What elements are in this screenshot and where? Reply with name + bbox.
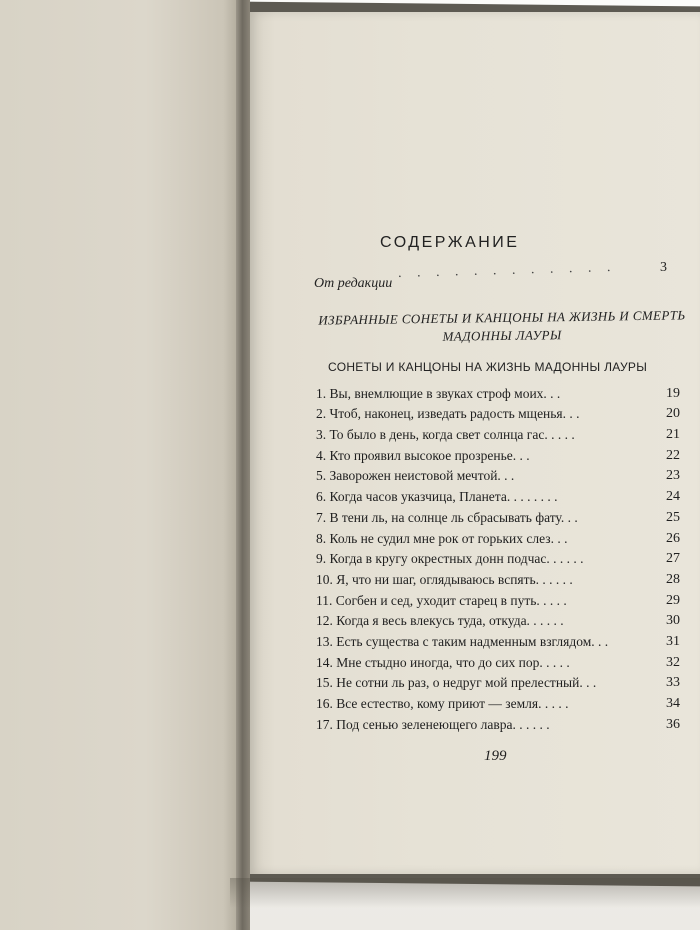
- toc-entry: [316, 691, 688, 712]
- page-number: 199: [484, 748, 507, 764]
- toc-entry-page: 27: [666, 551, 680, 567]
- toc-entry-page: 29: [666, 592, 680, 608]
- toc-entry-page: 21: [666, 427, 680, 443]
- left-page: [0, 0, 243, 930]
- toc-entry-text: 12. Когда я весь влекусь туда, откуда. . . . . .: [316, 613, 564, 629]
- toc-entry-text: 5. Заворожен неистовой мечтой. . .: [316, 468, 515, 484]
- section-title: ИЗБРАННЫЕ СОНЕТЫ И КАНЦОНЫ НА ЖИЗНЬ И СМЕРТЬ МАДОННЫ ЛАУРЫ: [318, 307, 686, 344]
- toc-list: [316, 381, 688, 733]
- toc-entry: [316, 526, 688, 547]
- toc-entry-text: 1. Вы, внемлющие в звуках строф моих. . .: [316, 385, 561, 401]
- toc-entry: [316, 712, 688, 733]
- toc-entry: [316, 629, 688, 650]
- book-gutter: [236, 0, 250, 930]
- editor-note-leader: . . . . . . . . . . . .: [397, 259, 617, 281]
- toc-entry: [316, 443, 688, 464]
- toc-entry-text: 2. Чтоб, наконец, изведать радость мщенья. . .: [316, 406, 580, 422]
- subsection-title: СОНЕТЫ И КАНЦОНЫ НА ЖИЗНЬ МАДОННЫ ЛАУРЫ: [328, 360, 648, 374]
- toc-entry: [316, 567, 688, 588]
- toc-entry-page: 26: [666, 530, 680, 546]
- toc-entry-text: 13. Есть существа с таким надменным взглядом. . .: [316, 633, 609, 649]
- toc-entry-text: 9. Когда в кругу окрестных донн подчас. . . . . .: [316, 551, 584, 567]
- editor-note-entry: [314, 259, 674, 291]
- toc-entry-page: 30: [666, 613, 680, 629]
- toc-entry-text: 16. Все естество, кому приют — земля. . . . .: [316, 696, 569, 711]
- toc-entry-page: 36: [666, 716, 680, 732]
- toc-entry: [316, 422, 688, 443]
- toc-entry: [316, 588, 688, 609]
- toc-entry: [316, 609, 688, 630]
- toc-entry-text: 10. Я, что ни шаг, оглядываюсь вспять. . . . . .: [316, 571, 573, 587]
- toc-entry-text: 14. Мне стыдно иногда, что до сих пор. . . . .: [316, 654, 570, 670]
- toc-entry-text: 7. В тени ль, на солнце ль сбрасывать фату. . .: [316, 509, 578, 525]
- editor-note-page: 3: [660, 260, 667, 275]
- toc-entry-page: 19: [666, 385, 680, 401]
- toc-entry-text: 4. Кто проявил высокое прозренье. . .: [316, 447, 530, 463]
- toc-entry: [316, 464, 688, 485]
- toc-entry-text: 6. Когда часов указчица, Планета. . . . . . . .: [316, 489, 558, 505]
- toc-entry: [316, 505, 688, 526]
- toc-entry-page: 25: [666, 509, 680, 525]
- toc-entry: [316, 650, 688, 671]
- contents-heading: СОДЕРЖАНИЕ: [380, 234, 520, 251]
- toc-entry-page: 28: [666, 571, 680, 587]
- toc-entry-page: 33: [666, 675, 680, 691]
- toc-entry-page: 31: [666, 633, 680, 649]
- toc-entry-page: 20: [666, 406, 680, 422]
- editor-note-label: От редакции: [314, 276, 393, 291]
- toc-entry: [316, 381, 688, 402]
- toc-entry-page: 23: [666, 468, 680, 484]
- toc-entry: [316, 402, 688, 423]
- toc-entry-text: 17. Под сенью зеленеющего лавра. . . . . .: [316, 716, 550, 732]
- toc-entry-text: 8. Коль не судил мне рок от горьких слез. . .: [316, 530, 568, 546]
- toc-entry: [316, 671, 688, 692]
- page-shadow: [230, 878, 700, 908]
- toc-entry-text: 3. То было в день, когда свет солнца гас. . . . .: [316, 427, 575, 443]
- toc-entry-page: 24: [666, 489, 680, 505]
- toc-entry-text: 11. Согбен и сед, уходит старец в путь. . . . .: [316, 592, 567, 608]
- toc-entry-text: 15. Не сотни ль раз, о недруг мой прелестный. . .: [316, 675, 597, 691]
- toc-entry: [316, 547, 688, 568]
- toc-entry-page: 32: [666, 654, 680, 670]
- toc-entry-page: 34: [666, 696, 680, 711]
- toc-entry-page: 22: [666, 447, 680, 463]
- toc-entry: [316, 484, 688, 505]
